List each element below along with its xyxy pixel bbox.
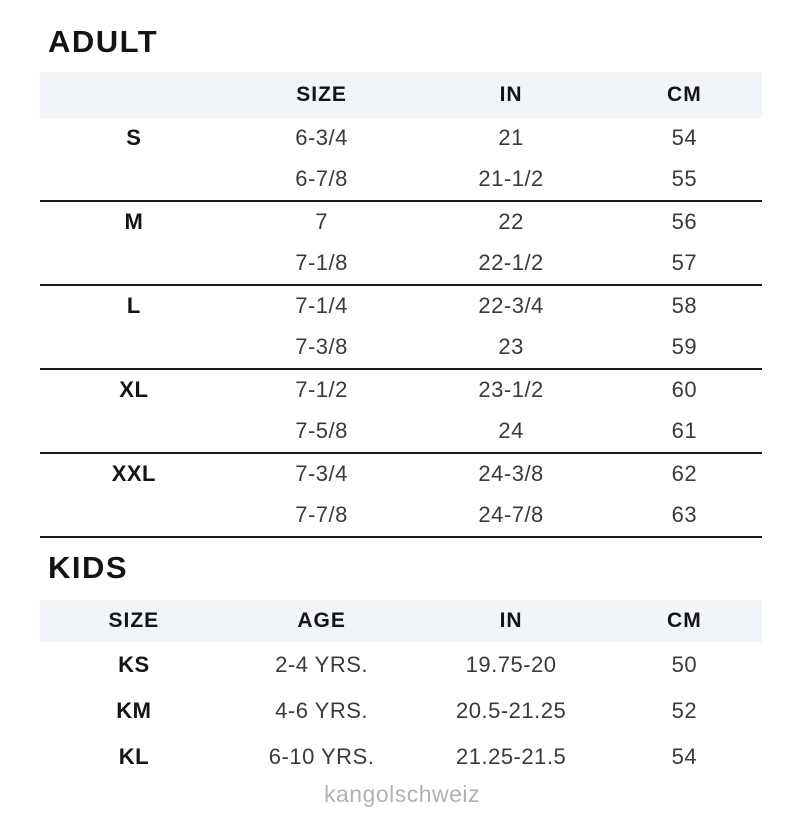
in-value: 24-3/8 bbox=[478, 461, 544, 487]
adult-header-in: IN bbox=[499, 82, 523, 106]
table-row bbox=[40, 495, 762, 536]
table-row bbox=[40, 327, 762, 368]
in-value: 21-1/2 bbox=[478, 166, 544, 192]
table-row bbox=[40, 243, 762, 284]
cm-value: 61 bbox=[671, 418, 698, 444]
in-value: 20.5-21.25 bbox=[456, 698, 567, 724]
size-value: 6-3/4 bbox=[295, 125, 348, 151]
adult-size-group-m bbox=[40, 202, 762, 286]
adult-size-group-l bbox=[40, 286, 762, 370]
table-row bbox=[40, 286, 762, 327]
size-value: 7-5/8 bbox=[295, 418, 348, 444]
size-value: 7-3/4 bbox=[295, 461, 348, 487]
size-label: L bbox=[126, 293, 141, 319]
kids-table-header-row bbox=[40, 600, 762, 642]
adult-table-header-row bbox=[40, 72, 762, 118]
in-value: 22-1/2 bbox=[478, 250, 544, 276]
size-label: S bbox=[126, 125, 142, 151]
age-value: 2-4 YRS. bbox=[275, 652, 368, 678]
in-value: 21 bbox=[498, 125, 524, 151]
in-value: 24 bbox=[498, 418, 524, 444]
size-label: KM bbox=[116, 698, 152, 724]
adult-size-group-xl bbox=[40, 370, 762, 454]
size-value: 7-3/8 bbox=[295, 334, 348, 360]
table-row bbox=[40, 159, 762, 200]
size-label: KL bbox=[118, 744, 150, 770]
cm-value: 58 bbox=[671, 293, 698, 319]
table-row bbox=[40, 454, 762, 495]
size-value: 6-7/8 bbox=[295, 166, 348, 192]
cm-value: 60 bbox=[671, 377, 698, 403]
size-label: XL bbox=[119, 377, 149, 403]
size-value: 7-1/2 bbox=[295, 377, 348, 403]
adult-size-group-xxl bbox=[40, 454, 762, 538]
table-row bbox=[40, 688, 762, 734]
table-row bbox=[40, 202, 762, 243]
age-value: 4-6 YRS. bbox=[275, 698, 368, 724]
kids-header-in: IN bbox=[499, 609, 523, 633]
cm-value: 54 bbox=[671, 744, 698, 770]
adult-size-group-s bbox=[40, 118, 762, 202]
cm-value: 52 bbox=[671, 698, 698, 724]
cm-value: 62 bbox=[671, 461, 698, 487]
watermark-text: kangolschweiz bbox=[323, 781, 481, 808]
in-value: 23-1/2 bbox=[478, 377, 544, 403]
size-value: 7-7/8 bbox=[295, 502, 348, 528]
kids-header-cm: CM bbox=[667, 609, 702, 633]
cm-value: 59 bbox=[671, 334, 698, 360]
table-row bbox=[40, 734, 762, 780]
cm-value: 54 bbox=[671, 125, 698, 151]
size-label: M bbox=[124, 209, 144, 235]
adult-header-cm: CM bbox=[667, 82, 702, 106]
cm-value: 63 bbox=[671, 502, 698, 528]
size-chart-page bbox=[0, 26, 804, 830]
cm-value: 50 bbox=[671, 652, 698, 678]
table-row bbox=[40, 411, 762, 452]
table-row bbox=[40, 118, 762, 159]
cm-value: 55 bbox=[671, 166, 698, 192]
size-label: XXL bbox=[111, 461, 156, 487]
size-value: 7-1/8 bbox=[295, 250, 348, 276]
kids-header-age: AGE bbox=[297, 609, 346, 633]
adult-size-table bbox=[40, 72, 762, 538]
size-value: 7-1/4 bbox=[295, 293, 348, 319]
in-value: 22-3/4 bbox=[478, 293, 544, 319]
kids-size-table bbox=[40, 600, 762, 780]
kids-header-size: SIZE bbox=[108, 609, 160, 633]
in-value: 19.75-20 bbox=[465, 652, 557, 678]
cm-value: 56 bbox=[671, 209, 698, 235]
size-label: KS bbox=[118, 652, 150, 678]
in-value: 24-7/8 bbox=[478, 502, 544, 528]
adult-header-size: SIZE bbox=[296, 82, 347, 106]
cm-value: 57 bbox=[671, 250, 698, 276]
age-value: 6-10 YRS. bbox=[268, 744, 375, 770]
table-row bbox=[40, 370, 762, 411]
in-value: 22 bbox=[498, 209, 524, 235]
in-value: 23 bbox=[498, 334, 524, 360]
size-value: 7 bbox=[315, 209, 328, 235]
adult-section-title: ADULT bbox=[48, 24, 159, 59]
in-value: 21.25-21.5 bbox=[456, 744, 567, 770]
kids-section-title: KIDS bbox=[48, 549, 129, 585]
table-row bbox=[40, 642, 762, 688]
